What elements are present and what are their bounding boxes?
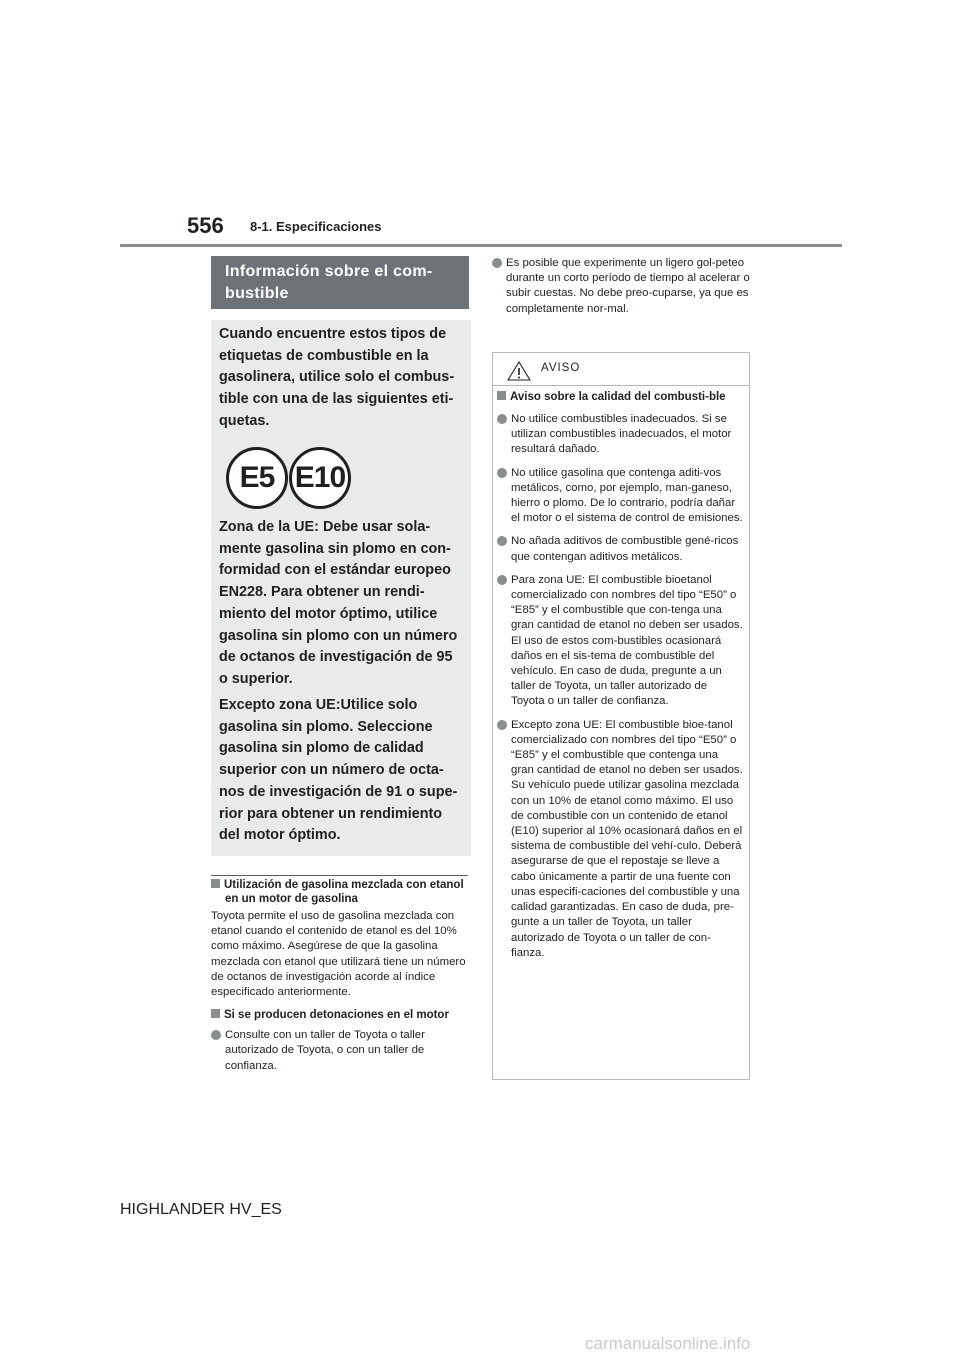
fuel-info-box [211, 320, 471, 856]
list-item: No utilice gasolina que contenga aditi-vos metálicos, como, por ejemplo, man-ganeso, hierro o plomo. De lo contrario, podría dañar el motor o el sistema de control de emisiones. [497, 466, 743, 527]
notice-header [493, 353, 749, 386]
round-bullet-icon [497, 414, 507, 424]
section-title: 8-1. Especificaciones [250, 219, 382, 234]
round-bullet-icon [497, 468, 507, 478]
ethanol-body: Toyota permite el uso de gasolina mezclada con etanol cuando el contenido de etanol es del 10% como máximo. Asegúrese de que la gasolina mezclada con etanol que utilizará tiene un número de octanos de investigación acorde al índice especificado anteriormente. [211, 910, 466, 999]
square-bullet-icon [211, 879, 220, 888]
knocking-heading: Si se producen detonaciones en el motor [211, 1008, 468, 1022]
fuel-info-eu-zone: Zona de la UE: Debe usar sola-mente gasolina sin plomo en con-formidad con el estándar europeo EN228. Para obtener un rendi-miento del motor óptimo, utilice gasolina sin plomo con un número de octanos de investigación de 95 o superior. [219, 519, 458, 687]
ethanol-section [211, 875, 468, 1074]
fuel-info-title-bar [211, 256, 469, 309]
e5-label-icon: E5 [226, 447, 288, 509]
round-bullet-icon [492, 258, 502, 268]
e10-label-icon: E10 [289, 447, 351, 509]
fuel-info-intro: Cuando encuentre estos tipos de etiquetas de combustible en la gasolinera, utilice solo el combus-tible con una de las siguientes eti-quetas. [219, 326, 455, 429]
round-bullet-icon [211, 1030, 221, 1040]
round-bullet-icon [497, 575, 507, 585]
list-item: Consulte con un taller de Toyota o taller autorizado de Toyota, o con un taller de confianza. [211, 1028, 468, 1074]
header-divider [120, 244, 842, 247]
notice-label: AVISO [541, 362, 581, 374]
list-item: No utilice combustibles inadecuados. Si se utilizan combustibles inadecuados, el motor resultará dañado. [497, 412, 743, 458]
list-item: Excepto zona UE: El combustible bioe-tanol comercializado con nombres del tipo “E50” o “E85” y el combustible que contenga una gran cantidad de etanol no deben ser usados. Su vehículo puede utilizar gasolina mezclada con un 10% de etanol como máximo. El uso de combustible con un contenido de etanol (E10) superior al 10% ocasionará daños en el sistema de combustible del vehí-culo. Deberá asegurarse de que el repostaje se lleve a cabo únicamente a partir de una fuente con unas especifi-caciones del combustible y una calidad garantizadas. En caso de duda, pre-gunte a un taller de Toyota, un taller autorizado de Toyota o un taller de con-fianza. [497, 718, 743, 961]
fuel-info-non-eu-zone: Excepto zona UE:Utilice solo gasolina sin plomo. Seleccione gasolina sin plomo de calidad superior con un número de octa-nos de investigación de 91 o supe-rior para obtener un rendimiento del motor óptimo. [219, 697, 458, 844]
square-bullet-icon [497, 391, 506, 400]
list-item: Para zona UE: El combustible bioetanol comercializado con nombres del tipo “E50” o “E85” y el combustible que con-tenga una gran cantidad de etanol no deben ser usados. El uso de estos com-bustibles ocasionará daños en el sis-tema de combustible del vehículo. En caso de duda, pregunte a un taller de Toyota, un taller autorizado de Toyota o un taller de confianza. [497, 573, 743, 710]
round-bullet-icon [497, 720, 507, 730]
notice-heading: Aviso sobre la calidad del combusti-ble [497, 390, 743, 404]
round-bullet-icon [497, 536, 507, 546]
knocking-continued [492, 256, 750, 317]
watermark: carmanualsonline.info [585, 1334, 751, 1353]
list-item: Es posible que experimente un ligero gol-peteo durante un corto período de tiempo al acelerar o subir cuestas. No debe preo-cuparse, ya que es completamente nor-mal. [492, 256, 750, 317]
fuel-info-title: Información sobre el com-bustible [225, 263, 433, 302]
ethanol-heading: Utilización de gasolina mezclada con etanol en un motor de gasolina [211, 878, 468, 906]
notice-box [492, 352, 750, 1080]
list-item: No añada aditivos de combustible gené-ricos que contengan aditivos metálicos. [497, 534, 743, 564]
warning-triangle-icon [507, 361, 531, 381]
notice-content [497, 390, 743, 961]
square-bullet-icon [211, 1009, 220, 1018]
page-number: 556 [187, 213, 224, 238]
footer-model: HIGHLANDER HV_ES [120, 1201, 282, 1218]
